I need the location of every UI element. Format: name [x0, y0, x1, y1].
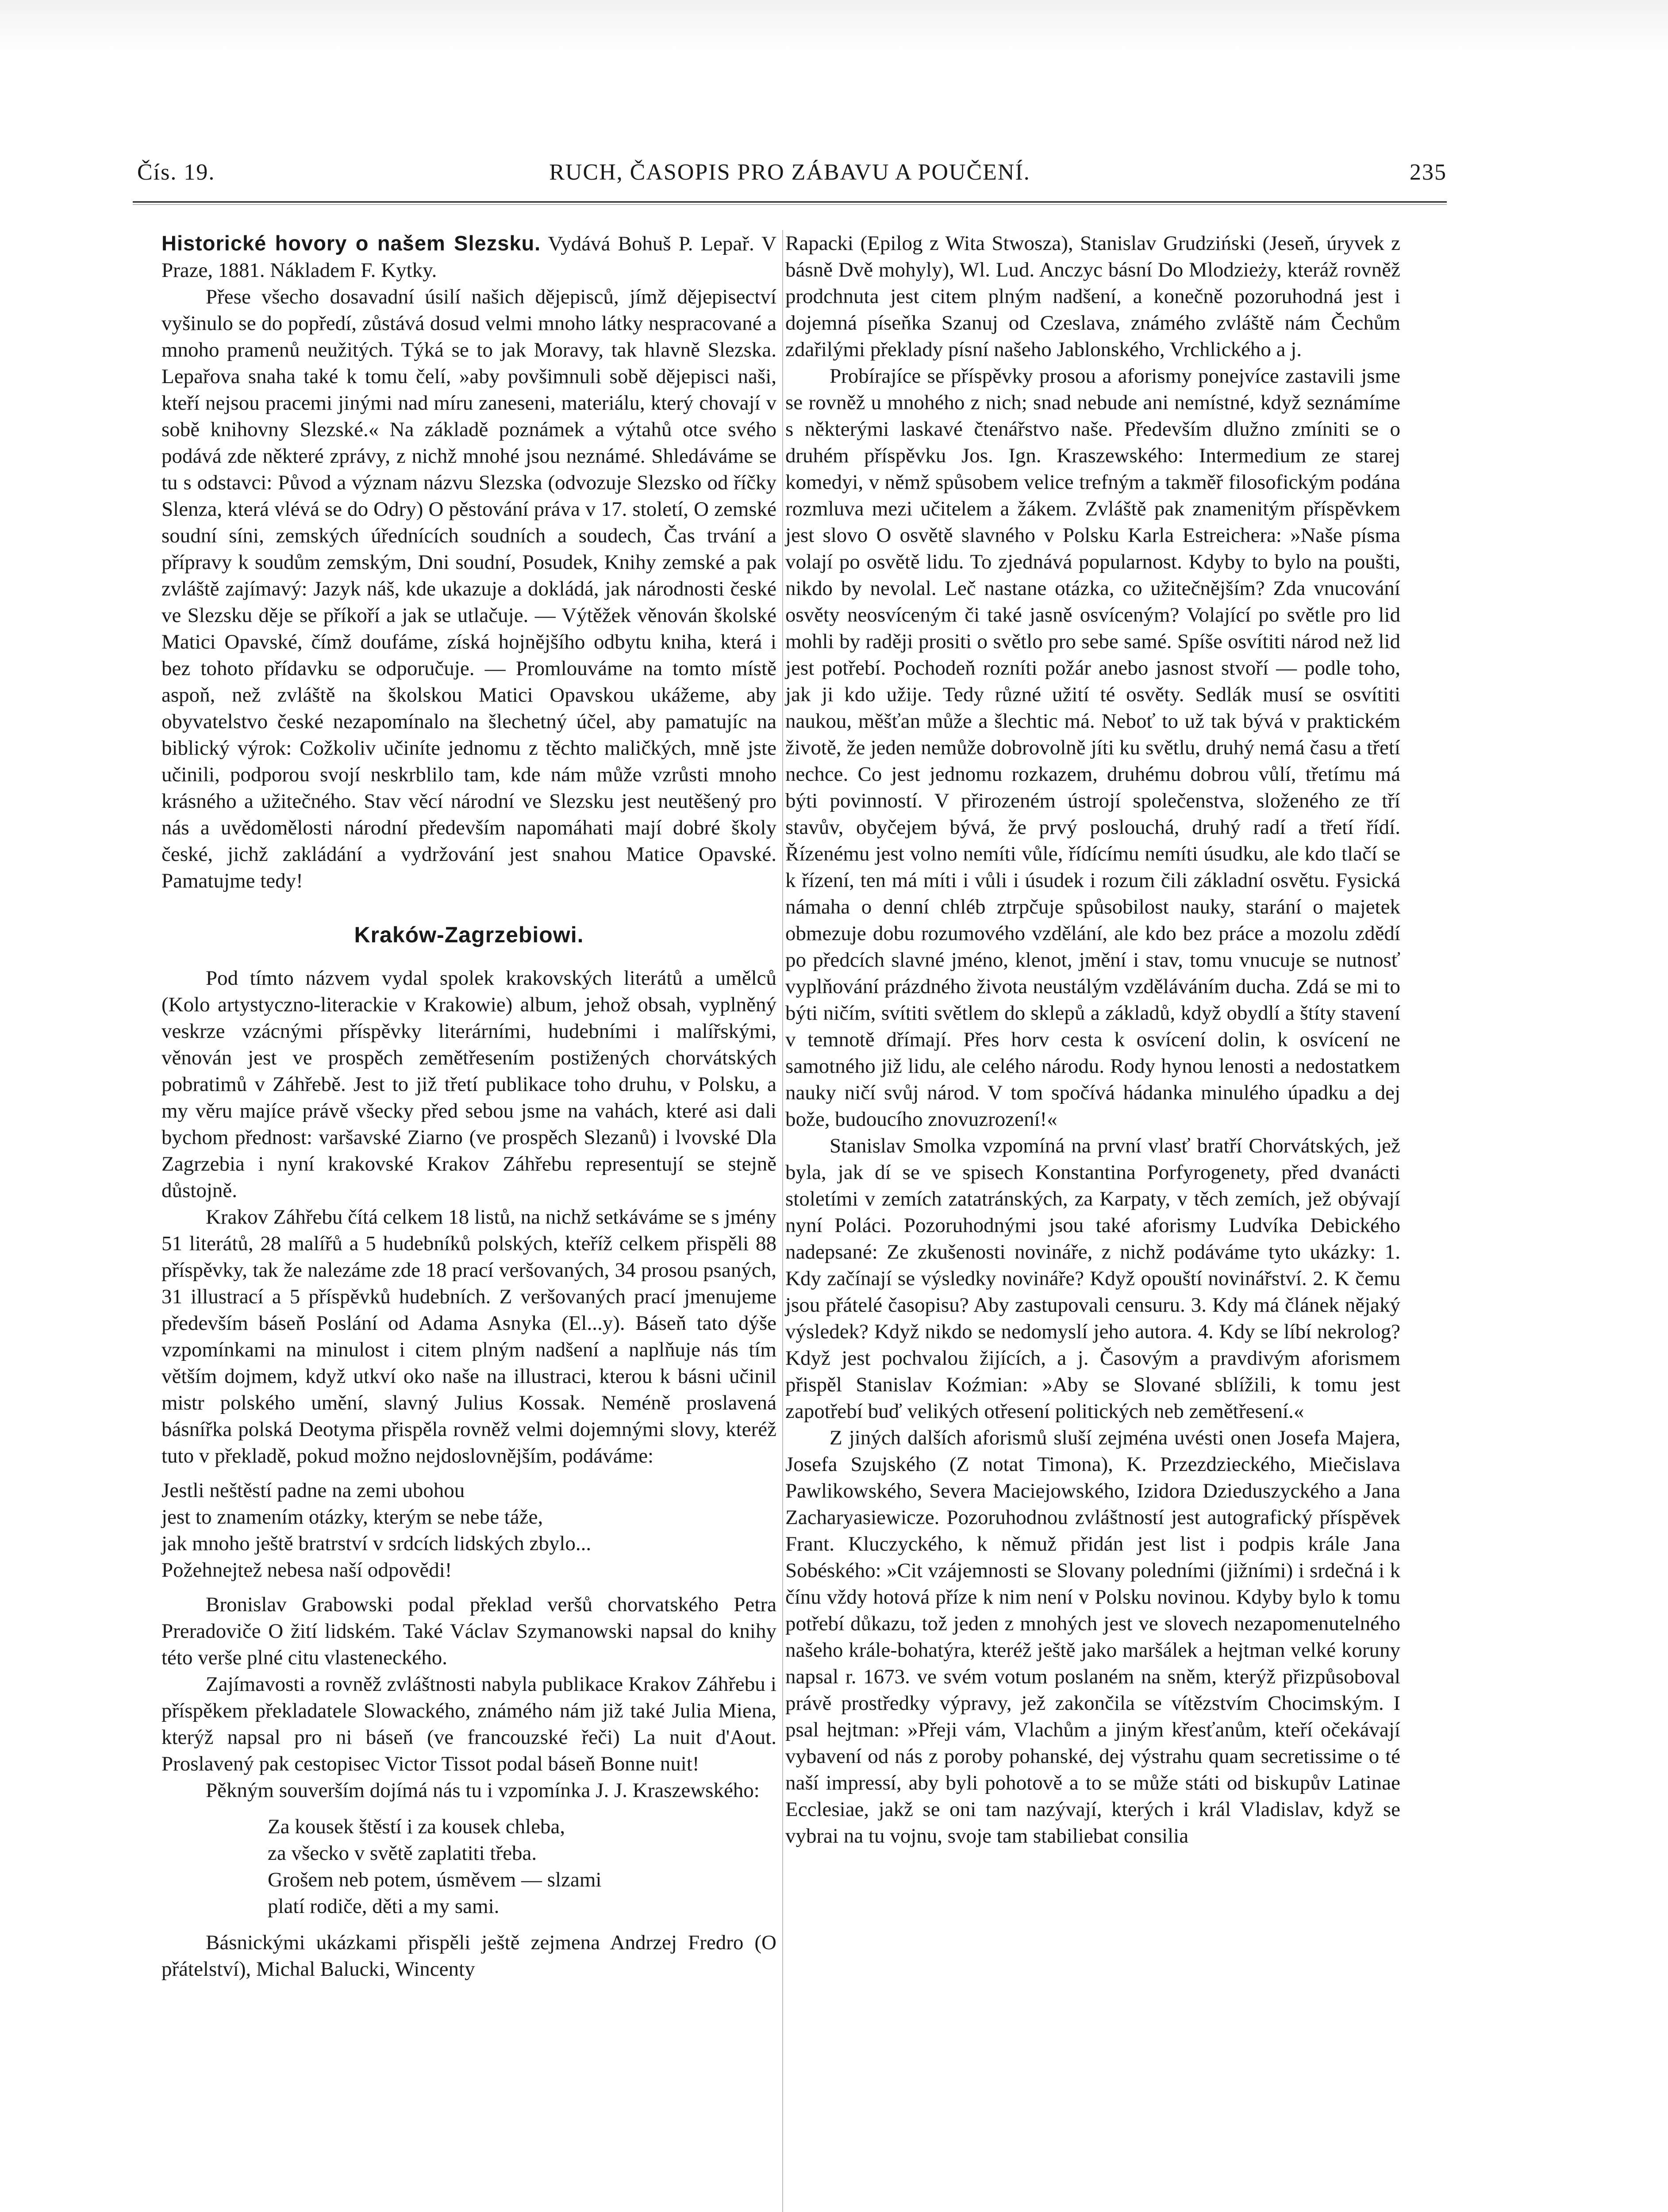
verse-line: Grošem neb potem, úsměvem — slzami — [268, 1868, 602, 1891]
review-title: Historické hovory o našem Slezsku. — [161, 231, 541, 255]
verse-line: Jestli neštěstí padne na zemi ubohou — [161, 1479, 465, 1502]
verse-block — [268, 1813, 776, 1920]
review-body: Přese všecho dosavadní úsilí našich dějepisců, jímž dějepisectví vyšinulo se do popředí, zůstává dosud velmi mnoho látky nespracované a mnoho pramenů neužitých. Týká se to jak Moravy, tak hlavně Slezska. Lepařova snaha také k tomu čelí, »aby povšimnuli sobě dějepisci naši, kteří nejsou pracemi jinými nad míru zaneseni, materiálu, který chovají v sobě knihovny Slezské.« Na základě poznámek a výtahů otce svého podává zde některé zprávy, z nichž mnohé jsou neznámé. Shledáváme se tu s odstavci: Původ a význam názvu Slezska (odvozuje Slezsko od říčky Slenza, která vlévá se do Odry) O pěstování práva v 17. století, O zemské soudní síni, zemských úřednících soudních a soudech, Čas trvání a přípravy k soudům zemským, Dni soudní, Posudek, Knihy zemské a pak zvláště zajímavý: Jazyk náš, kde ukazuje a dokládá, jak národnosti české ve Slezsku děje se příkoří a jak se utlačuje. — Výtěžek věnován školské Matici Opavské, čímž doufáme, získá hojnějšího odbytu kniha, která i bez tohoto přídavku se odporučuje. — Promlouváme na tomto místě aspoň, než zvláště na školskou Matici Opavskou ukážeme, aby obyvatelstvo české nezapomínalo na šlechetný účel, aby pamatujíc na biblický výrok: Cožkoliv učiníte jednomu z těchto maličkých, mně jste učinili, podporou svojí neskrblilo tam, kde nám může vzrůsti mnoho krásného a užitečného. Stav věcí národní ve Slezsku jest neutěšený pro nás a uvědomělosti národní především napomáhati mají dobré školy české, jichž zakládání a vydržování jest snahou Matice Opavské. Pamatujme tedy! — [161, 285, 776, 892]
review-paragraph-head — [161, 230, 776, 284]
journal-title: RUCH, ČASOPIS PRO ZÁBAVU A POUČENÍ. — [549, 160, 1030, 185]
paragraph: Pěkným souverším dojímá nás tu i vzpomínka J. J. Kraszewského: — [206, 1779, 760, 1802]
verse-line: Za kousek štěstí i za kousek chleba, — [268, 1815, 565, 1838]
left-column — [161, 230, 776, 1982]
review-meta: Vydává Bohuš P. Lepař. V Praze, 1881. Nákladem F. Kytky. — [161, 232, 776, 282]
header-rule-thin — [133, 204, 1447, 205]
verse-line: jest to znamením otázky, kterým se nebe táže, — [161, 1505, 543, 1528]
paragraph: Probírajíce se příspěvky prosou a aforismy ponejvíce zastavili jsme se rovněž u mnohého z nich; snad nebude ani nemístné, když seznámíme s některými laskavé čtenářstvo naše. Především dlužno zmíniti se o druhém příspěvku Jos. Ign. Kraszewského: Intermedium ze starej komedyi, v němž spůsobem velice trefným a takměř filosofickým podána rozmluva mezi učitelem a žákem. Zvláště pak znamenitým příspěvkem jest slovo O osvětě slavného v Polsku Karla Estreichera: »Naše písma volají po osvětě lidu. To zjednává popularnost. Kdyby to bylo na poušti, nikdo by nevolal. Leč nastane otázka, co užitečnějším? Zda vnucování osvěty neosvíceným či také jasně osvíceným? Volající po světle pro lid mohli by raději prositi o světlo pro sebe samé. Spíše osvítiti národ než lid jest potřebí. Pochodeň rozníti požár anebo jasnost stvoří — podle toho, jak ji kdo užije. Tedy různé užití té osvěty. Sedlák musí se osvítiti naukou, měšťan může a šlechtic má. Neboť to už tak bývá v praktickém životě, že jeden nemůže dobrovolně jíti ku světlu, druhý nemá času a třetí nechce. Co jest jednomu rozkazem, druhému dobrou vůlí, třetímu má býti povinností. V přirozeném ústrojí společenstva, složeného ze tří stavův, obyčejem bývá, že prvý poslouchá, druhý radí a třetí řídí. Řízenému jest volno nemíti vůle, řídícímu nemíti úsudku, ale kdo tlačí se k řízení, ten má míti i vůli i úsudek i rozum čili základní osvětu. Fysická námaha o denní chléb ztrpčuje spůsobilost nauky, starání o majetek obmezuje dobu rozumového vzdělání, ale kdo bez práce a mozolu zdědí po předcích slavné jméno, klenot, jmění i stav, tomu vnucuje se nutnosť vyplňování prázdného života neustálým vzděláváním ducha. Zdá se mi to býti ničím, svítiti světlem do sklepů a základů, když obydlí a štíty stavení v temnotě dřímají. Přes horv cesta k osvícení dolin, k osvícení ne samotného již lidu, ale celého národu. Rody hynou lenosti a nedostatkem nauky ničí svůj národ. V tom spočívá hádanka minulého úpadku a dej bože, budoucího znovuzrození!« — [785, 365, 1400, 1131]
page-number: 235 — [1410, 160, 1447, 185]
verse-line: za všecko v světě zaplatiti třeba. — [268, 1842, 537, 1865]
verse-line: jak mnoho ještě bratrství v srdcích lidských zbylo... — [161, 1532, 592, 1555]
paragraph: Zajímavosti a rovněž zvláštnosti nabyla publikace Krakov Záhřebu i příspěkem překladatele Slowackého, známého nám již také Julia Miena, kterýž napsal pro ni báseň (ve francouzské řeči) La nuit d'Aout. Proslavený pak cestopisec Victor Tissot podal báseň Bonne nuit! — [161, 1673, 776, 1775]
issue-number: Čís. 19. — [137, 160, 215, 185]
paragraph: Z jiných dalších aforismů sluší zejména uvésti onen Josefa Majera, Josefa Szujského (Z notat Timona), K. Przezdzieckého, Miečislava Pawlikowského, Severa Maciejowského, Izidora Dzieduszyckého a Jana Zacharyasiewicze. Pozoruhodnou zvláštností jest autografický příspěvek Frant. Kluczyckého, k němuž přidán jest list i podpis krále Jana Sobéského: »Cit vzájemnosti se Slovany poledními (jižními) i srdečná i k čínu vždy hotová příze k nim není v Polsku novinou. Kdyby bylo k tomu potřebí důkazu, tož jeden z mnohých jest ve slovech nezapomenutelného našeho krále-bohatýra, kteréž ještě jako maršálek a hejtman velké koruny napsal r. 1673. ve svém votum poslaném na sněm, kterýž přizpůsoboval právě prostředky výpravy, jež zakončila se vítězstvím Chocimským. I psal hejtman: »Přeji vám, Vlachům a jiným křesťanům, kteří očekávají vybavení od nás z poroby pohanské, dej výstrahu quam secretissime o té naší impressí, aby byli pohotově a to se může státi od biskupův Latinae Ecclesiae, jakž se oni tam nazývají, kterých i král Vladislav, když se vybrai na tu vojnu, svoje tam stabiliebat consilia — [785, 1426, 1400, 1847]
right-column — [785, 230, 1400, 1849]
page-top-edge — [0, 0, 1668, 53]
paragraph: Bronislav Grabowski podal překlad veršů chorvatského Petra Preradoviče O žití lidském. Také Václav Szymanowski napsal do knihy této verše plné citu vlasteneckého. — [161, 1593, 776, 1669]
paragraph: Stanislav Smolka vzpomíná na první vlasť bratří Chorvátských, jež byla, jak dí se ve spisech Konstantina Porfyrogenety, před dvanácti stoletími v zemích zatatránských, za Karpaty, v těch zemích, jež obývají nyní Poláci. Pozoruhodnými jsou také aforismy Ludvíka Debického nadepsané: Ze zkušenosti novináře, z nichž podáváme tyto ukázky: 1. Kdy začínají se výsledky novináře? Když opouští novinářství. 2. K čemu jsou přátelé časopisu? Aby zastupovali censuru. 3. Kdy má článek nějaký výsledek? Když nikdo se nedomyslí jeho autora. 4. Kdy se líbí nekrolog? Když jest pochvalou žijících, a j. Časovým a pravdivým aforismem přispěl Stanislav Koźmian: »Aby se Slované sblížili, k tomu jest zapotřebí buď velikých otřesení politických neb zemětřesení.« — [785, 1134, 1400, 1423]
header-rule — [133, 201, 1447, 203]
section-heading: Kraków-Zagrzebiowi. — [354, 922, 584, 947]
paragraph: Rapacki (Epilog z Wita Stwosza), Stanislav Grudziński (Jeseň, úryvek z básně Dvě mohyly), Wl. Lud. Anczyc básní Do Mlodzieży, kteráž rovněž prodchnuta jest citem plným nadšení, a konečně pozoruhodná jest i dojemná píseňka Szanuj od Czeslava, známého zvláště nám Čechům zdařilými překlady písní našeho Jablonského, Vrchlického a j. — [785, 232, 1400, 361]
verse-line: Požehnejtež nebesa naší odpovědi! — [161, 1559, 452, 1582]
running-head — [133, 159, 1447, 195]
column-divider — [782, 230, 783, 2212]
paragraph: Krakov Záhřebu čítá celkem 18 listů, na nichž setkáváme se s jmény 51 literátů, 28 malířů a 5 hudebníků polských, kteříž celkem přispěli 88 příspěvky, tak že nalezáme zde 18 prací veršovaných, 34 prosou psaných, 31 illustrací a 5 příspěvků hudebních. Z veršovaných prací jmenujeme především báseň Poslání od Adama Asnyka (El...y). Báseň tato dýše vzpomínkami na minulost i citem plným nadšení a naplňuje nás tím větším dojmem, když utkví oko naše na illustraci, kterou k básni učinil mistr polského umění, slavný Julius Kossak. Neméně proslavená básnířka polská Deotyma přispěla rovněž velmi dojemnými slovy, kteréž tuto v překladě, pokud možno nejdoslovnějším, podáváme: — [161, 1206, 776, 1467]
paragraph: Pod tímto názvem vydal spolek krakovských literátů a umělců (Kolo artystyczno-literackie v Krakowie) album, jehož obsah, vyplněný veskrze vzácnými příspěvky literárními, hudebními i malířskými, věnován jest ve prospěch zemětřesením postižených chorvátských pobratimů v Záhřebě. Jest to již třetí publikace toho druhu, v Polsku, a my věru majíce právě všecky před sebou jsme na vahách, které asi dali bychom přednost: varšavské Ziarno (ve prospěch Slezanů) i lvovské Dla Zagrzebia i nyní krakovské Krakov Záhřebu representují se stejně důstojně. — [161, 967, 776, 1202]
paragraph: Básnickými ukázkami přispěli ještě zejmena Andrzej Fredro (O přátelství), Michal Balucki, Wincenty — [161, 1931, 776, 1981]
verse-line: platí rodiče, děti a my sami. — [268, 1895, 500, 1918]
verse-block — [161, 1477, 776, 1583]
